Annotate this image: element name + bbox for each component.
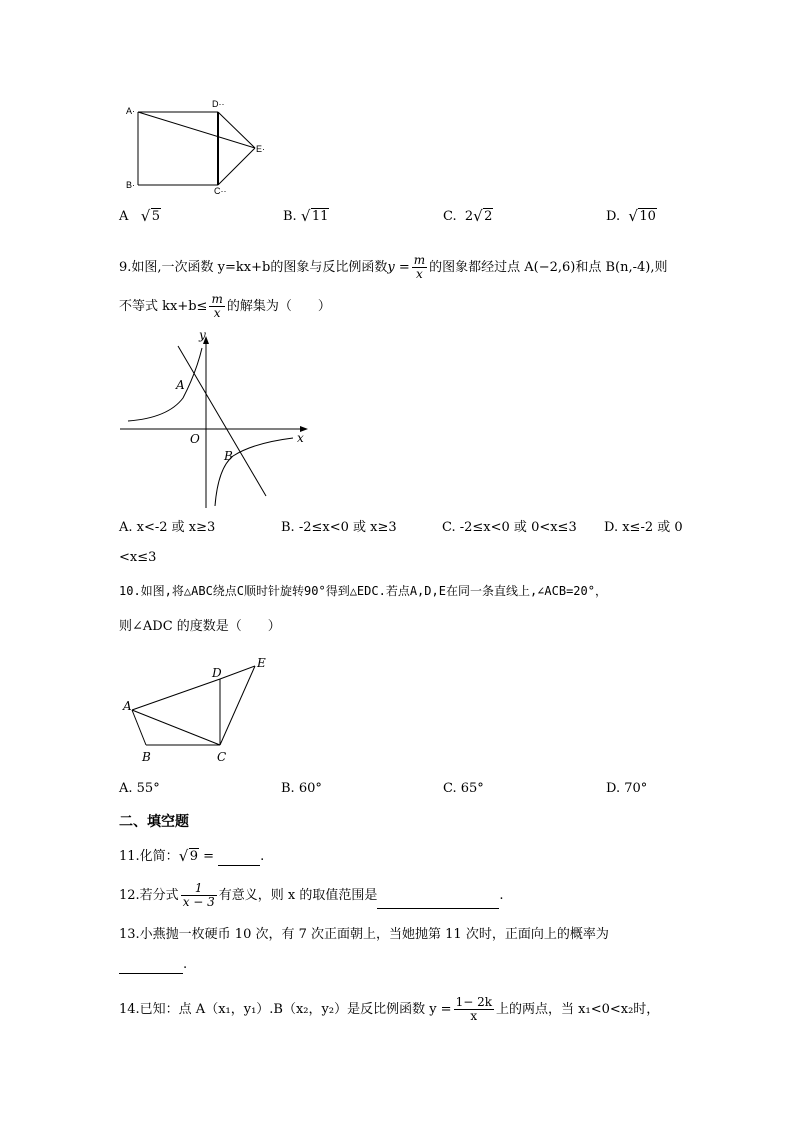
label-D: D·· — [212, 99, 225, 109]
label-C: C·· — [214, 186, 227, 196]
fig10-label-e: E — [257, 656, 266, 670]
figure-q9-graph — [118, 328, 318, 513]
q9-option-d-wrap: <x≤3 — [119, 550, 157, 565]
q10-line2: 则∠ADC 的度数是（ ） — [119, 619, 281, 634]
q10-line1: 10.如图,将△ABC绕点C顺时针旋转90°得到△EDC.若点A,D,E在同一条直线上,∠ACB=20°， — [119, 584, 607, 598]
q10-option-d: D. 70° — [606, 781, 648, 796]
q8-option-b: B. √ 11 — [283, 208, 329, 226]
q13-line2: . — [119, 956, 187, 974]
fig10-label-c: C — [217, 750, 227, 764]
q9-option-b: B. -2≤x<0 或 x≥3 — [281, 520, 397, 535]
q9-line1: 9.如图,一次函数 y=kx+b的图象与反比例函数y = $\frac{m}{x}$ 的图象都经过点 A(−2,6)和点 B(n,-4),则 — [119, 253, 668, 281]
q9-line2: 不等式 kx+b≤ $\frac{m}{x}$ 的解集为（ ） — [119, 292, 331, 320]
q12-answer-blank[interactable] — [377, 894, 499, 909]
axis-x-label: x — [297, 431, 304, 445]
q12: 12.若分式 $\frac{1}{x - 3}$ 有意义，则 x 的取值范围是 . — [119, 881, 504, 909]
q8-option-a: A √ 5 — [119, 208, 161, 226]
point-a-label: A — [176, 378, 185, 392]
axis-y-label: y — [199, 328, 206, 342]
q8-option-d: D. √ 10 — [606, 208, 657, 226]
section-heading-fill-in: 二、填空题 — [119, 814, 189, 830]
fig10-label-a: A — [123, 699, 132, 713]
q10-option-c: C. 65° — [443, 781, 484, 796]
fig10-label-d: D — [212, 666, 222, 680]
q9-option-a: A. x<-2 或 x≥3 — [119, 520, 216, 535]
q10-option-a: A. 55° — [119, 781, 160, 796]
point-b-label: B — [224, 449, 233, 463]
origin-label: O — [190, 432, 200, 446]
label-B: B· — [126, 180, 135, 190]
q10-option-b: B. 60° — [281, 781, 322, 796]
q9-option-d: D. x≤-2 或 0 — [604, 520, 683, 535]
q13-line1: 13.小燕抛一枚硬币 10 次，有 7 次正面朝上，当她抛第 11 次时，正面向上的概率为 — [119, 927, 609, 942]
q9-option-c: C. -2≤x<0 或 0<x≤3 — [442, 520, 577, 535]
q11-answer-blank[interactable] — [218, 851, 260, 866]
q13-answer-blank[interactable] — [119, 959, 183, 974]
fig10-label-b: B — [142, 750, 151, 764]
q14-line1: 14.已知：点 A（x₁，y₁）.B（x₂，y₂）是反比例函数 y = $\frac{1- 2k}{x}$ 上的两点，当 x₁<0<x₂时， — [119, 995, 660, 1023]
label-A: A· — [126, 106, 135, 116]
q11: 11.化简：√ 9 = . — [119, 848, 264, 866]
label-E: E· — [256, 144, 265, 154]
q8-option-c: C. 2√ 2 — [443, 208, 493, 226]
